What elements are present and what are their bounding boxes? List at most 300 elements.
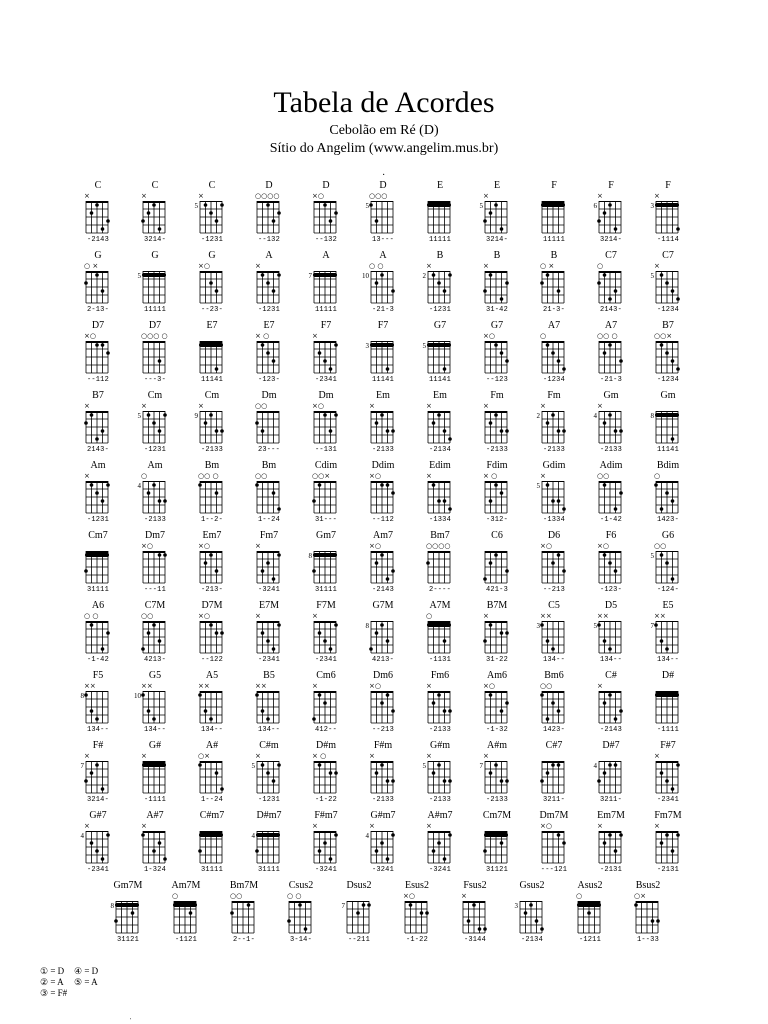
chord-cm7m [471, 810, 523, 880]
string-markers: ○○ ○ [198, 472, 219, 480]
finger-dot [329, 429, 333, 433]
finger-dot [386, 693, 390, 697]
barre [541, 203, 565, 207]
finger-dot [277, 623, 281, 627]
chord-diagram [585, 401, 637, 447]
chord-diagram [642, 821, 694, 867]
finger-dot [619, 429, 623, 433]
finger-dot [95, 343, 99, 347]
string-markers: × [198, 192, 204, 200]
finger-dot [467, 919, 471, 923]
string-markers: ○○○ [369, 192, 388, 200]
string-markers: × [312, 332, 318, 340]
finger-dot [557, 553, 561, 557]
finger-dot [101, 227, 105, 231]
chord-c [129, 180, 181, 250]
string-markers: × [654, 752, 660, 760]
finger-dot [671, 499, 675, 503]
chord-name: C7M [144, 600, 166, 611]
finger-dot [261, 429, 265, 433]
finger-dot [437, 281, 441, 285]
string-markers: × [597, 192, 603, 200]
barre [484, 833, 508, 837]
finger-numbers: 13--- [371, 236, 394, 244]
chord-cm7 [72, 530, 124, 600]
finger-dot [551, 561, 555, 565]
chord-fm [471, 390, 523, 460]
barre [427, 203, 451, 207]
finger-dot [483, 219, 487, 223]
finger-dot [505, 359, 509, 363]
barre [313, 553, 337, 557]
chord-fsus2 [449, 880, 501, 950]
string-markers: ○○ [255, 402, 268, 410]
finger-numbers: 31111 [86, 586, 109, 594]
string-markers: × [597, 822, 603, 830]
string-markers: × [141, 402, 147, 410]
chord-name: D#m [316, 740, 336, 751]
chord-name: Gm [603, 390, 619, 401]
chord-name: Fm [490, 390, 504, 401]
string-markers: ○× [634, 892, 646, 900]
chord-d [357, 180, 409, 250]
chord-name: D7 [148, 320, 162, 331]
finger-dot [614, 569, 618, 573]
finger-numbers: 31-42 [485, 306, 508, 314]
chord-a6 [72, 600, 124, 670]
finger-dot [665, 351, 669, 355]
finger-numbers: 2--1- [232, 936, 255, 944]
finger-dot [551, 351, 555, 355]
chord-f5 [72, 670, 124, 740]
legend-item: ② = A [40, 977, 64, 987]
chord-name: B7 [662, 320, 674, 331]
string-markers: ○○ [597, 472, 610, 480]
fret-number: 2 [536, 412, 540, 420]
finger-numbers: --211 [347, 936, 370, 944]
finger-dot [529, 903, 533, 907]
finger-dot [386, 639, 390, 643]
finger-dot [152, 421, 156, 425]
chord-diagram [528, 191, 580, 237]
chord-name: Cm7M [482, 810, 512, 821]
finger-numbers: -2133 [599, 446, 622, 454]
chord-diagram [642, 751, 694, 797]
chord-diagram [186, 191, 238, 237]
finger-dot [660, 507, 664, 511]
chord-name: Bdim [656, 460, 680, 471]
finger-numbers: --112 [371, 516, 394, 524]
string-markers: × [426, 262, 432, 270]
chord-g [72, 250, 124, 320]
barre [142, 273, 166, 277]
barre [142, 763, 166, 767]
chord-name: D# [661, 670, 675, 681]
chord-dsus2 [333, 880, 385, 950]
finger-numbers: -2131 [656, 866, 679, 874]
chord-diagram [642, 681, 694, 727]
finger-dot [603, 771, 607, 775]
finger-numbers: -2134 [520, 936, 543, 944]
chord-diagram [300, 261, 352, 307]
chord-asus2 [564, 880, 616, 950]
finger-dot [660, 273, 664, 277]
finger-dot [540, 281, 544, 285]
chord-diagram [300, 611, 352, 657]
chord-name: F7 [320, 320, 332, 331]
finger-dot [147, 631, 151, 635]
fret-number: 5 [479, 202, 483, 210]
chord-name: G#m [430, 740, 450, 751]
finger-dot [277, 763, 281, 767]
finger-dot [432, 421, 436, 425]
chord-name: Esus2 [405, 880, 429, 891]
finger-dot [676, 297, 680, 301]
chord-diagram [357, 401, 409, 447]
string-markers: × ○ [483, 472, 498, 480]
chord-am6 [471, 670, 523, 740]
finger-dot [204, 709, 208, 713]
chord-name: Em [376, 390, 390, 401]
barre [577, 903, 601, 907]
string-markers: × [483, 402, 489, 410]
chord-diagram [186, 611, 238, 657]
finger-dot [608, 561, 612, 565]
finger-dot [362, 903, 366, 907]
chord-name: C#7 [545, 740, 563, 751]
chord-diagram [129, 401, 181, 447]
finger-dot [204, 561, 208, 565]
chord-name: A [265, 250, 273, 261]
finger-numbers: -2133 [200, 446, 223, 454]
chord-diagram [585, 751, 637, 797]
chord-diagram [243, 261, 295, 307]
chord-name: Bm6 [544, 670, 564, 681]
string-markers: ○ [172, 892, 179, 900]
chord-gm7 [300, 530, 352, 600]
finger-numbers: -1231 [257, 306, 280, 314]
finger-dot [494, 763, 498, 767]
chord-name: Dm6 [373, 670, 393, 681]
string-markers: × [426, 402, 432, 410]
finger-numbers: -2131 [599, 866, 622, 874]
finger-numbers: ---121 [540, 866, 568, 874]
legend-item: ③ = F# [40, 988, 68, 998]
finger-dot [562, 367, 566, 371]
finger-numbers: 4213- [371, 656, 394, 664]
chord-diagram [186, 681, 238, 727]
finger-dot [198, 849, 202, 853]
chord-b5 [243, 670, 295, 740]
finger-dot [334, 211, 338, 215]
finger-dot [671, 437, 675, 441]
finger-numbers: 31121 [485, 866, 508, 874]
chord-name: G# [148, 740, 162, 751]
chord-name: Fm [547, 390, 561, 401]
chord-diagram [506, 891, 558, 937]
finger-dot [557, 289, 561, 293]
chord-bm [186, 460, 238, 530]
chord-name: F [608, 180, 614, 191]
finger-dot [209, 281, 213, 285]
finger-dot [163, 499, 167, 503]
finger-dot [409, 903, 413, 907]
finger-dot [603, 351, 607, 355]
chord-diagram [357, 821, 409, 867]
string-markers: × [84, 472, 90, 480]
chord-name: C [94, 180, 102, 191]
string-markers: ○○○ ○ [141, 332, 168, 340]
chord-diagram [528, 541, 580, 587]
finger-dot [603, 211, 607, 215]
chord-f [528, 180, 580, 250]
finger-dot [391, 709, 395, 713]
fret-number: 4 [137, 482, 141, 490]
finger-dot [500, 227, 504, 231]
finger-dot [209, 623, 213, 627]
string-markers: × [426, 752, 432, 760]
string-markers: ×× [597, 612, 609, 620]
string-markers: ×× [141, 682, 153, 690]
chord-diagram [218, 891, 270, 937]
chord-a7 [528, 320, 580, 390]
fret-number: 5 [422, 762, 426, 770]
finger-dot [546, 273, 550, 277]
finger-dot [141, 219, 145, 223]
finger-numbers: --122 [200, 656, 223, 664]
chord-g [129, 250, 181, 320]
string-markers: × [312, 822, 318, 830]
finger-numbers: 1423- [656, 516, 679, 524]
chord-name: D#m7 [256, 810, 282, 821]
finger-dot [261, 273, 265, 277]
finger-dot [557, 763, 561, 767]
finger-dot [101, 787, 105, 791]
finger-numbers: -1231 [86, 516, 109, 524]
chord-diagram [414, 821, 466, 867]
finger-dot [432, 273, 436, 277]
chord-a7 [585, 320, 637, 390]
finger-dot [375, 631, 379, 635]
chord-name: F6 [605, 530, 617, 541]
finger-dot [391, 779, 395, 783]
string-markers: × ○ [312, 752, 327, 760]
finger-dot [665, 647, 669, 651]
finger-dot [562, 507, 566, 511]
chord-diagram [585, 191, 637, 237]
chord-diagram [186, 471, 238, 517]
finger-dot [334, 413, 338, 417]
chord-diagram [300, 401, 352, 447]
chord-diagram [528, 401, 580, 447]
finger-dot [654, 623, 658, 627]
fret-number: 2 [422, 272, 426, 280]
finger-dot [215, 289, 219, 293]
chord-fsharpm [357, 740, 409, 810]
finger-dot [375, 219, 379, 223]
finger-numbers: -1-22 [314, 796, 337, 804]
chord-name: Cm6 [316, 670, 336, 681]
finger-dot [334, 771, 338, 775]
finger-dot [443, 779, 447, 783]
finger-dot [614, 507, 618, 511]
chord-diagram [300, 471, 352, 517]
chord-b [471, 250, 523, 320]
chord-diagram [357, 681, 409, 727]
finger-dot [101, 647, 105, 651]
chord-f [585, 180, 637, 250]
finger-dot [551, 499, 555, 503]
finger-numbers: -2133 [371, 446, 394, 454]
fret-number: 7 [650, 622, 654, 630]
finger-numbers: 31111 [200, 866, 223, 874]
finger-dot [147, 709, 151, 713]
finger-dot [557, 359, 561, 363]
chord-name: C [208, 180, 216, 191]
chord-dm [300, 390, 352, 460]
finger-dot [603, 639, 607, 643]
finger-dot [95, 273, 99, 277]
chord-diagram [72, 401, 124, 447]
chord-e5 [642, 600, 694, 670]
finger-numbers: -312- [485, 516, 508, 524]
chord-g7 [414, 320, 466, 390]
finger-dot [209, 553, 213, 557]
chord-edim [414, 460, 466, 530]
chord-name: Em [433, 390, 447, 401]
finger-dot [608, 833, 612, 837]
chord-diagram [391, 891, 443, 937]
fret-number: 5 [137, 412, 141, 420]
finger-dot [90, 211, 94, 215]
chord-diagram [449, 891, 501, 937]
finger-dot [494, 413, 498, 417]
chord-dsharpm [300, 740, 352, 810]
chord-fsharp7 [642, 740, 694, 810]
chord-name: F7 [377, 320, 389, 331]
chord-bm7 [414, 530, 466, 600]
string-markers: ×○ [312, 402, 324, 410]
finger-dot [380, 273, 384, 277]
finger-dot [608, 203, 612, 207]
finger-numbers: -1111 [143, 796, 166, 804]
barre [115, 903, 139, 907]
chord-b [414, 250, 466, 320]
chord-name: Am7 [373, 530, 393, 541]
finger-numbers: -21-3 [599, 376, 622, 384]
finger-dot [448, 273, 452, 277]
finger-numbers: 11111 [542, 236, 565, 244]
finger-dot [535, 919, 539, 923]
fret-number: 5 [194, 202, 198, 210]
finger-dot [386, 857, 390, 861]
chord-gsharpm7 [357, 810, 409, 880]
finger-dot [500, 779, 504, 783]
finger-dot [90, 709, 94, 713]
chord-diagram [72, 751, 124, 797]
finger-dot [660, 343, 664, 347]
chord-name: E [493, 180, 501, 191]
finger-dot [95, 491, 99, 495]
string-markers: ×× [198, 682, 210, 690]
chord-csharpm [243, 740, 295, 810]
finger-dot [287, 919, 291, 923]
chord-name: A# [205, 740, 219, 751]
chord-name: A#m [487, 740, 507, 751]
chord-name: B [436, 250, 444, 261]
finger-dot [671, 849, 675, 853]
chord-diagram [642, 471, 694, 517]
fret-number: 5 [650, 552, 654, 560]
finger-numbers: 3-14- [289, 936, 312, 944]
chord-g6 [642, 530, 694, 600]
finger-dot [432, 771, 436, 775]
chord-diagram [72, 331, 124, 377]
chord-asharp7 [129, 810, 181, 880]
chord-diagram [642, 331, 694, 377]
chord-dm6 [357, 670, 409, 740]
chord-dm [243, 390, 295, 460]
finger-dot [220, 631, 224, 635]
legend-item: ④ = D [74, 966, 99, 976]
finger-dot [277, 273, 281, 277]
chord-b7 [72, 390, 124, 460]
chord-name: C6 [491, 530, 503, 541]
chord-em [414, 390, 466, 460]
finger-dot [152, 483, 156, 487]
finger-dot [614, 717, 618, 721]
finger-numbers: 11111 [428, 236, 451, 244]
chord-bm6 [528, 670, 580, 740]
chord-g [186, 250, 238, 320]
finger-dot [619, 833, 623, 837]
fret-number: 5 [251, 762, 255, 770]
chord-c7m [129, 600, 181, 670]
finger-numbers: -3241 [428, 866, 451, 874]
chord-fm7 [243, 530, 295, 600]
fret-number: 5 [365, 202, 369, 210]
chord-c7 [642, 250, 694, 320]
chord-name: F7M [316, 600, 336, 611]
fret-number: 3 [650, 202, 654, 210]
chord-diagram [585, 541, 637, 587]
chord-diagram [357, 331, 409, 377]
string-markers: ×○ [198, 542, 210, 550]
finger-dot [443, 857, 447, 861]
finger-numbers: -1234 [656, 306, 679, 314]
finger-dot [489, 623, 493, 627]
chord-name: Edim [429, 460, 451, 471]
finger-dot [147, 211, 151, 215]
chord-d [243, 180, 295, 250]
finger-dot [298, 903, 302, 907]
finger-numbers: 3211- [599, 796, 622, 804]
chord-name: C [151, 180, 159, 191]
finger-dot [101, 429, 105, 433]
finger-dot [90, 771, 94, 775]
finger-dot [483, 289, 487, 293]
fret-number: 5 [593, 622, 597, 630]
finger-dot [266, 203, 270, 207]
string-markers: × [540, 402, 546, 410]
finger-dot [158, 227, 162, 231]
chord-name: Bm7M [229, 880, 259, 891]
finger-dot [380, 623, 384, 627]
chord-name: G [208, 250, 216, 261]
string-markers: × [426, 682, 432, 690]
finger-dot [386, 779, 390, 783]
finger-dot [483, 849, 487, 853]
